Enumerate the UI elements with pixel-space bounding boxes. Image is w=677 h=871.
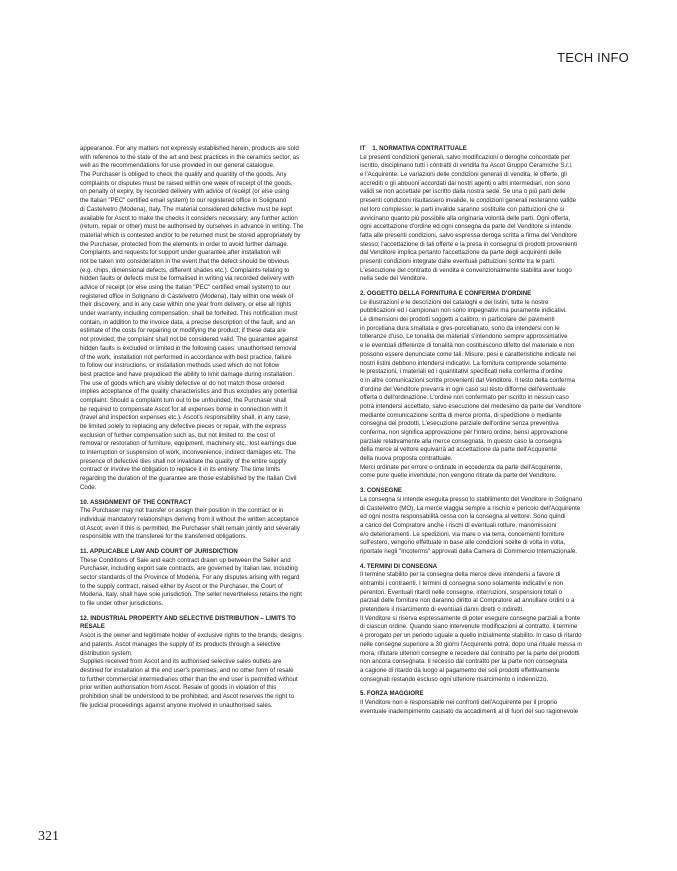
section-assignment bbox=[80, 499, 346, 542]
section-applicable-law bbox=[80, 548, 346, 609]
section-body: Il termine stabilito per la consegna della merce deve intendersi a favore di entrambi i contraenti. I termini di consegna sono solamente indicativi e non perentori. Eventuali ritardi nelle consegne, interruzioni, sospensioni totali o parziali delle forniture non daranno diritto al Compratore ad annullare ordini o a pretendere il risarcimento di eventuali danni diretti o indiretti. Il Venditore si riserva espressamente di poter eseguire consegne parziali a fronte di ciascun ordine. Quando siano intervenute modificazioni al contratto, il termine è prorogato per un periodo uguale a quello inizialmente stabilito. In caso di ritardo nelle consegne superiore a 30 giorni l'Acquirente potrà, dopo una rituale messa in mora, rifiutare ulteriori consegne e recedere dal contratto per la parte dei prodotti non ancora consegnata. Il recesso dal contratto per la parte non consegnata a cagione di ritardo dà luogo al pagamento dei soli prodotti effettivamente consegnati restando escluso ogni ulteriore risarcimento o indennizzo. bbox=[360, 571, 583, 683]
guarantee-paragraph: appearance. For any matters not expressly established herein, products are sold with reference to the state of the art and best practices in the ceramics sector, as well as the recommendations for use provided in our general catalogue. The Purchaser is obliged to check the quality and quantity of the goods. Any complaints or disputes must be raised within one week of receipt of the goods, on penalty of expiry, by recorded delivery with advice of receipt (or else using the Italian "PEC" certified email system) to our registered office in Solignano di Castelvetro (Modena), Italy. The material considered defective must be kept available for Ascot to make the checks it considers necessary; any further action (return, repair or other) must be authorised by ourselves in advance in writing. The material which is contested and/or to be returned must be stored appropriately by the Purchaser, protected from the elements in order to avoid further damage. Complaints and requests for support under guarantee after installation will not be taken into consideration in the event that the defect should be obvious (e.g. chips, dimensional defects, different shades etc.). Complaints relating to hidden faults or defects must be formalised in writing via recorded delivery with advice of receipt (or else using the Italian "PEC" certified email system) to our registered office in Solignano di Castelvetro (Modena), Italy within one week of their discovery, and in any case within one year from delivery, or else all rights under warranty, including compensation, shall be forfeited. This notification must contain, in addition to the invoice data, a precise description of the fault, and an estimate of the costs for repairing or modifying the product; if these data are not provided, the complaint shall not be considered valid. The guarantee against hidden faults is excluded or limited in the following cases: unauthorised removal of the work, installation not performed in accordance with best practice, failure to follow our instructions, or installation methods used which do not follow best practice and have prejudiced the ability to limit damage during installation. The use of goods which are visibly defective or do not match those ordered implies acceptance of the quality characteristics and thus excludes any potential complaint. Should a complaint turn out to be unfounded, the Purchaser shall be required to compensate Ascot for all expenses borne in connection with it (travel and inspection expenses etc.). Ascot's responsibility shall, in any case, be limited solely to replacing any defective pieces or repair, with the express exclusion of further compensation such as, but not limited to: the cost of removal or restoration of furniture, equipment, machinery etc.; lost earnings due to interruption or suspension of work, inconvenience, indirect damages etc. The presence of defective tiles shall not invalidate the quality of the entire supply contract or involve the obligation to replace it in its entirety. The time limits regarding the duration of the guarantee are those established by the Italian Civil Code. bbox=[80, 145, 304, 491]
section-industrial-property bbox=[80, 615, 346, 711]
section-heading: 10. ASSIGNMENT OF THE CONTRACT bbox=[80, 498, 192, 506]
section-heading: IT 1. NORMATIVA CONTRATTUALE bbox=[360, 145, 467, 152]
section-heading: 5. FORZA MAGGIORE bbox=[360, 690, 424, 698]
section-heading: 12. INDUSTRIAL PROPERTY AND SELECTIVE DISTRIBUTION – LIMITS TO RESALE bbox=[80, 614, 296, 631]
section-body: La consegna si intende eseguita presso lo stabilimento del Venditore in Solignano di Castelvetro (MO). La merce viaggia sempre a rischio e pericolo dell'Acquirente ed ogni nostra responsabilità cessa con la consegna al vettore. Sono quindi a carico del Compratore anche i rischi di eventuali rotture, manomissioni e/o deterioramenti. Le spedizioni, via mare o via terra, concernenti forniture sull'estero, vengono effettuate in base alle condizioni scelte di volta in volta, riportate negli "Incoterms" approvati dalla Camera di Commercio Internazionale. bbox=[360, 495, 583, 555]
left-column-english bbox=[80, 145, 346, 710]
section-body: Ascot is the owner and legitimate holder of exclusive rights to the brands, designs and patents. Ascot manages the supply of its products through a selective distribution system. Supplies received from Ascot and its authorised selective sales outlets are destined for installation at the end user's premises, and no other form of resale to further commercial intermediaries other than the end user is permitted without prior written authorisation from Ascot. Resale of goods in violation of this prohibition shall be understood to be prohibited, and Ascot reserves the right to file judicial proceedings against anyone involved in unauthorised sales. bbox=[80, 632, 302, 709]
section-heading: 3. CONSEGNE bbox=[360, 487, 402, 495]
right-column-italian bbox=[360, 145, 626, 716]
section-body: Le illustrazioni e le descrizioni dei cataloghi e dei listini, tutte le nostre pubblicazioni ed i campionari non sono impegnativi ma puramente indicativi. Le dimensioni dei prodotti soggetti a calibro, in particolare dei pavimenti in porcellana dura smaltata e gres-porcellanato, sono da intendersi con le tolleranze d'uso. Le tonalità dei materiali s'intendono sempre approssimative e le eventuali differenze di tonalità non costituiscono difetto del materiale e non possono essere denunciate come tali. Misure, pesi e caratteristiche indicate nei nostri listini debbono intendersi indicativi. La fornitura comprende solamente le prestazioni, i materiali ed i quantitativi specificati nella conferma d'ordine o in altre comunicazioni scritte provenienti dal Venditore. Il testo della conferma d'ordine del Venditore prevarrà in ogni caso sul testo difforme dell'eventuale offerta o dell'ordinazione. L'ordine non confermato per iscritto in nessun caso potrà intendersi accettato, salvo esecuzione del medesimo da parte del Venditore mediante comunicazione scritta di merce pronta, di spedizione o mediante consegna dei prodotti. L'esecuzione parziale dell'ordine senza preventiva conferma, non significa approvazione per l'intero ordine, bensì approvazione parziale relativamente alla merce consegnata. In questo caso la consegna della merce al vettore equivarrà ad accettazione da parte dell'Acquirente della nuova proposta contrattuale. Merci ordinate per errore o ordinate in eccedenza da parte dell'Acquirente, come pure quelle invendute, non vengono ritirate da parte del Venditore. bbox=[360, 298, 582, 480]
section-body: Le presenti condizioni generali, salvo modificazioni o deroghe concordate per iscritto, disciplinano tutti i contratti di vendita fra Ascot Gruppo Ceramiche S.r.l. e l'Acquirente. Le variazioni delle condizioni generali di vendita, le offerte, gli accrediti o gli abbuoni accordati dai nostri agenti o altri intermediari, non sono validi se non accettate per iscritto dalla nostra sede. Se una o più parti delle presenti condizioni risultassero invalide, le condizioni generali resteranno valide nel loro complesso; le parti invalide saranno sostituite con pattuizioni che si avvicinano quanto più possibile alla originaria volontà delle parti. Ogni offerta, ogni accettazione d'ordine ed ogni consegna da parte del Venditore si intende fatta alle presenti condizioni, salvo espressa deroga scritta a firma del Venditore stesso; l'accettazione di tali offerte e la presa in consegna di prodotti provenienti dal Venditore implica pertanto l'accettazione da parte degli acquirenti delle presenti condizioni integrate dalle eventuali pattuizioni scritte tra le parti. L'esecuzione del contratto di vendita è convenzionalmente stabilita aver luogo nella sede del Venditore. bbox=[360, 153, 578, 283]
section-body: These Conditions of Sale and each contract drawn up between the Seller and Purchaser, including export sale contracts, are governed by Italian law, including sector standards of the Province of Modena. For any disputes arising with regard to the supply contract, raised either by Ascot or the Purchaser, the Court of Modena, Italy, shall have sole jurisdiction. The seller nevertheless retains the right to file under other jurisdictions. bbox=[80, 556, 302, 608]
section-consegne bbox=[360, 487, 626, 557]
section-body: Il Venditore non è responsabile nei confronti dell'Acquirente per il proprio eventuale inadempimento causato da accadimenti al di fuori del suo ragionevole bbox=[360, 698, 579, 715]
page-number: 321 bbox=[38, 829, 59, 844]
section-forza-maggiore bbox=[360, 690, 626, 716]
section-normativa bbox=[360, 145, 626, 284]
section-heading: 4. TERMINI DI CONSEGNA bbox=[360, 562, 438, 570]
page-header-title: TECH INFO bbox=[557, 50, 629, 65]
section-body: The Purchaser may not transfer or assign their position in the contract or in individual mandatory relationships deriving from it without the written acceptance of Ascot; even if this is permitted, the Purchaser shall remain jointly and severally responsible with the transferee for the transferred obligations. bbox=[80, 507, 300, 541]
section-oggetto-fornitura bbox=[360, 290, 626, 481]
section-heading: 11. APPLICABLE LAW AND COURT OF JURISDICTION bbox=[80, 547, 238, 555]
section-termini-consegna bbox=[360, 563, 626, 685]
section-heading: 2. OGGETTO DELLA FORNITURA E CONFERMA D'ORDINE bbox=[360, 290, 532, 297]
